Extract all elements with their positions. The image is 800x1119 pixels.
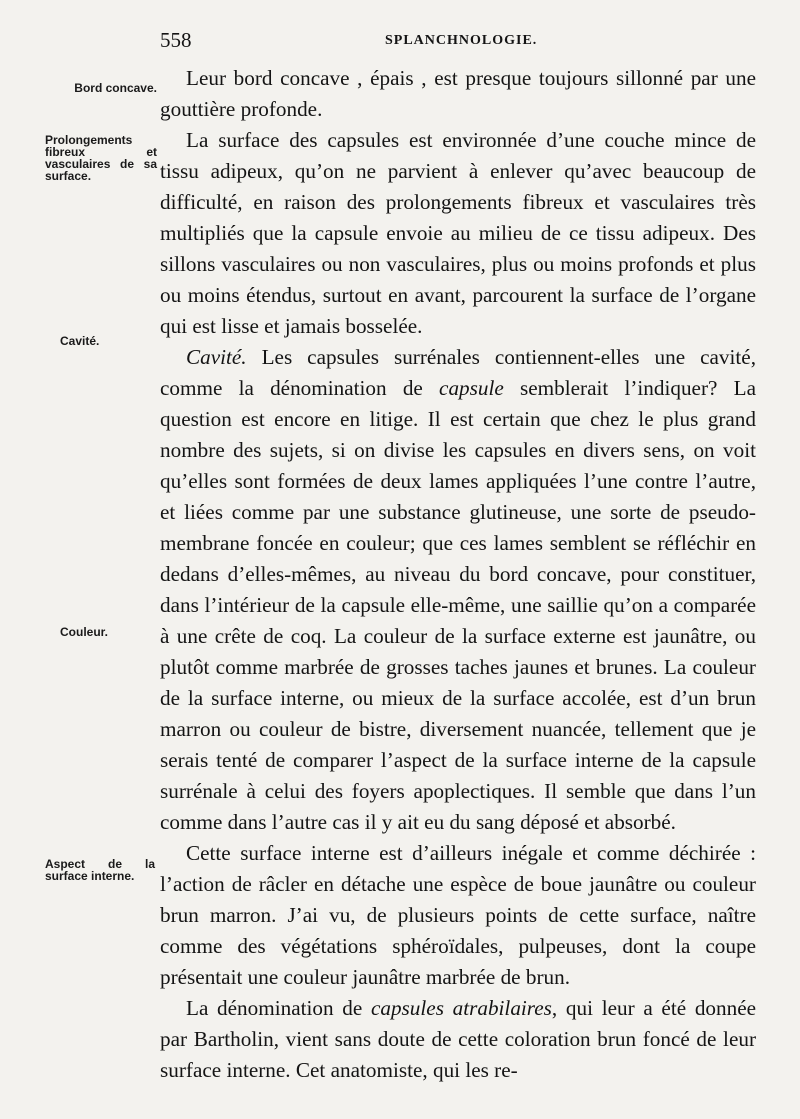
margin-note-prolongements: Prolongements fibreux et vasculaires de sa surface. — [45, 133, 157, 183]
denomination-text-a: La dénomination de — [186, 996, 371, 1020]
paragraph-surface-interne: Cette surface interne est d’ailleurs inégale et comme déchirée : l’action de râcler en détache une espèce de boue jaunâtre ou couleur brun marron. J’ai vu, de plusieurs points de cette surface, naître comme des végétations sphéroïdales, pulpeuses, dont la coupe présentait une couleur jaunâtre marbrée de brun. — [160, 841, 756, 989]
cavite-heading: Cavité. — [186, 345, 247, 369]
running-title: SPLANCHNOLOGIE. — [385, 33, 538, 48]
capsule-term: capsule — [439, 376, 504, 400]
margin-note-aspect: Aspect de la surface interne. — [45, 857, 155, 883]
margin-note-bord-concave: Bord concave. — [74, 81, 157, 95]
denomination-text-b: , qui leur a été donnée par Bartholin, vient sans doute de cette coloration brun foncé de leur surface interne. Cet anatomiste, qui les re- — [160, 996, 757, 1082]
paragraph-surface: La surface des capsules est environnée d’une couche mince de tissu adipeux, qu’on ne parvient à enlever qu’avec beaucoup de difficulté, en raison des prolongements fibreux et vasculaires très multipliés que la capsule envoie au milieu de ce tissu adipeux. Des sillons vasculaires ou non vasculaires, plus ou moins profonds et plus ou moins étendus, surtout en avant, parcourent la surface de l’organe qui est lisse et jamais bosselée. — [160, 128, 756, 338]
page-number: 558 — [160, 28, 192, 52]
paragraph-cavite — [160, 342, 756, 838]
margin-note-cavite: Cavité. — [60, 334, 100, 348]
margin-note-couleur: Couleur. — [60, 625, 109, 639]
cavite-text-a: Les capsules surrénales contiennent-elles une cavité, comme la dénomination de — [160, 345, 756, 400]
atrabilaires-term: capsules atrabilaires — [370, 996, 552, 1020]
body-text — [160, 63, 756, 1086]
cavite-text-b: semblerait l’indiquer? La question est encore en litige. Il est certain que chez le plus grand nombre des sujets, si on divise les capsules en divers sens, on voit qu’elles sont formées de deux lames appliquées l’une contre l’autre, et liées comme par une substance glutineuse, une sorte de pseudo-membrane foncée en couleur; que ces lames semblent se réfléchir en dedans d’elles-mêmes, au niveau du bord concave, pour constituer, dans l’intérieur de la capsule elle-même, une saillie qu’on a comparée à une crête de coq. La couleur de la surface externe est jaunâtre, ou plutôt comme marbrée de grosses taches jaunes et brunes. La couleur de la surface interne, ou mieux de la surface accolée, est d’un brun marron ou couleur de bistre, diversement nuancée, tellement que je serais tenté de comparer l’aspect de la surface interne de la capsule surrénale à celui des foyers apoplectiques. Il semble que dans l’un comme dans l’autre cas il y ait eu du sang déposé et absorbé. — [160, 376, 756, 834]
paragraph-denomination — [160, 993, 756, 1086]
page-header — [160, 28, 750, 60]
paragraph-bord-concave: Leur bord concave , épais , est presque toujours sillonné par une gouttière profonde. — [160, 66, 756, 121]
